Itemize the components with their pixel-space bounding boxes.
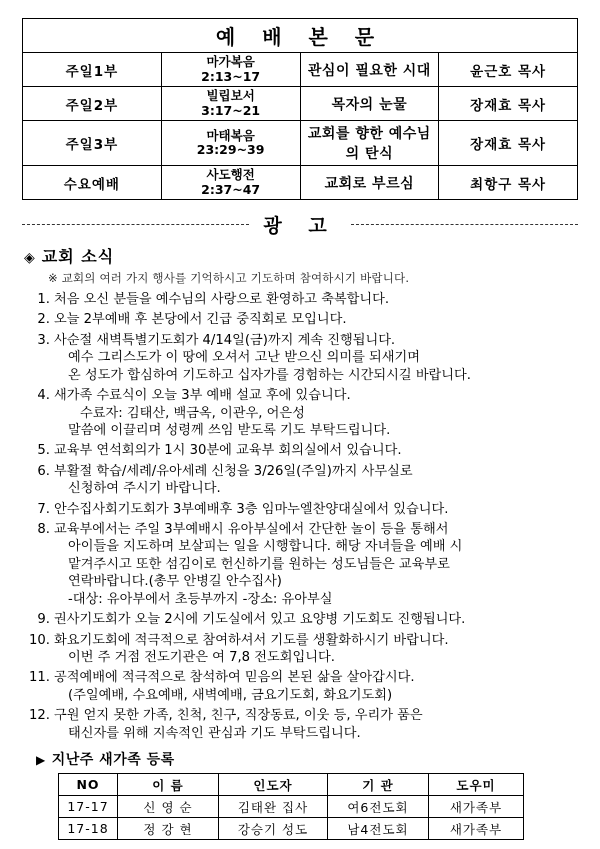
- cell-name: 정 강 현: [118, 818, 219, 840]
- list-item: [28, 501, 578, 518]
- item-line: 오늘 2부예배 후 본당에서 긴급 중직회로 모입니다.: [54, 312, 347, 328]
- service-name: 주일2부: [23, 87, 162, 121]
- item-line: 화요기도회에 적극적으로 참여하셔서 기도를 생활화하시기 바랍니다.: [54, 632, 449, 648]
- item-line: 온 성도가 합심하여 기도하고 십자가를 경험하는 시간되시길 바랍니다.: [68, 367, 471, 383]
- list-item: [28, 707, 578, 742]
- column-header-organization: 기 관: [328, 774, 429, 796]
- item-line: 예수 그리스도가 이 땅에 오셔서 고난 받으신 의미를 되새기며: [68, 350, 421, 366]
- item-line: (주일예배, 수요예배, 새벽예배, 금요기도회, 화요기도회): [68, 687, 393, 703]
- section-title: 교회 소식: [41, 247, 115, 266]
- scripture-reference: [161, 166, 300, 200]
- cell-introducer: 김태완 집사: [219, 796, 328, 818]
- sermon-topic: 교회로 부르심: [300, 166, 439, 200]
- cell-organization: 여6전도회: [328, 796, 429, 818]
- preacher-name: 윤근호 목사: [439, 53, 578, 87]
- worship-title-row: [23, 19, 578, 53]
- item-line: 사순절 새벽특별기도회가 4/14일(금)까지 계속 진행됩니다.: [54, 332, 396, 348]
- list-item: [28, 332, 578, 384]
- cell-no: 17-17: [59, 796, 118, 818]
- item-line: 교육부에서는 주일 3부예배시 유아부실에서 간단한 놀이 등을 통해서: [54, 522, 449, 538]
- list-item: [28, 442, 578, 459]
- item-number: 11.: [29, 670, 50, 686]
- item-line: 맡겨주시고 또한 섬김이로 헌신하기를 원하는 성도님들은 교육부로: [68, 556, 450, 572]
- announcement-list: [22, 291, 578, 742]
- item-number: 6.: [37, 463, 50, 479]
- table-row: [23, 87, 578, 121]
- column-header-no: NO: [59, 774, 118, 796]
- item-line: 연락바랍니다.(총무 안병길 안수집사): [68, 574, 282, 590]
- cell-name: 신 영 순: [118, 796, 219, 818]
- scripture-verses: 3:17~21: [201, 102, 261, 118]
- list-item: [28, 291, 578, 308]
- cell-helper: 새가족부: [429, 818, 524, 840]
- item-line: 권사기도회가 오늘 2시에 기도실에서 있고 요양병 기도회도 진행됩니다.: [54, 612, 466, 628]
- list-item: [28, 311, 578, 328]
- scripture-book: 마태복음: [206, 127, 255, 143]
- item-line: 태신자를 위해 지속적인 관심과 기도 부탁드립니다.: [68, 725, 361, 741]
- table-row: [23, 53, 578, 87]
- cell-organization: 남4전도회: [328, 818, 429, 840]
- item-number: 7.: [37, 501, 50, 517]
- list-item: [28, 611, 578, 628]
- church-news-heading: [24, 244, 578, 267]
- item-line: 안수집사회기도회가 3부예배후 3층 임마누엘찬양대실에서 있습니다.: [54, 501, 449, 517]
- divider-line-left: [22, 224, 249, 225]
- item-number: 1.: [37, 292, 50, 307]
- scripture-book: 사도행전: [206, 167, 255, 183]
- worship-table: [22, 18, 578, 200]
- scripture-verses: 2:13~17: [201, 68, 261, 84]
- item-number: 4.: [37, 388, 50, 404]
- sermon-topic: 교회를 향한 예수님의 탄식: [300, 121, 439, 166]
- preacher-name: 최항구 목사: [439, 166, 578, 200]
- scripture-verses: 23:29~39: [196, 142, 265, 157]
- item-line: 부활절 학습/세례/유아세례 신청을 3/26일(주일)까지 사무실로: [54, 463, 413, 479]
- sermon-topic: 목자의 눈물: [300, 87, 439, 121]
- new-family-heading: [36, 749, 578, 769]
- item-number: 10.: [29, 632, 50, 648]
- table-row: [59, 796, 524, 818]
- cell-helper: 새가족부: [429, 796, 524, 818]
- item-number: 8.: [37, 522, 50, 538]
- scripture-reference: [161, 87, 300, 121]
- item-line: 말씀에 이끌리며 성령께 쓰임 받도록 기도 부탁드립니다.: [68, 422, 391, 438]
- preacher-name: 장재효 목사: [439, 87, 578, 121]
- scripture-book: 빌립보서: [206, 88, 255, 104]
- item-line: 교육부 연석회의가 1시 30분에 교육부 회의실에서 있습니다.: [54, 443, 402, 459]
- divider-line-right: [351, 224, 578, 225]
- item-number: 2.: [37, 312, 50, 328]
- preacher-name: 장재효 목사: [439, 121, 578, 166]
- item-number: 3.: [37, 332, 50, 348]
- column-header-introducer: 인도자: [219, 774, 328, 796]
- service-name: 주일3부: [23, 121, 162, 166]
- list-item: [28, 521, 578, 608]
- worship-title: 예 배 본 문: [23, 19, 578, 53]
- table-row: [23, 166, 578, 200]
- list-item: [28, 463, 578, 498]
- divider-label: 광 고: [263, 215, 337, 237]
- column-header-helper: 도우미: [429, 774, 524, 796]
- item-line: 이번 주 거점 전도기관은 여 7,8 전도회입니다.: [68, 650, 335, 666]
- item-number: 5.: [37, 443, 50, 459]
- item-line: 수료자: 김태산, 백금옥, 이관우, 어은성: [80, 405, 305, 421]
- column-header-name: 이 름: [118, 774, 219, 796]
- list-item: [28, 387, 578, 439]
- cell-no: 17-18: [59, 818, 118, 840]
- table-row: [59, 818, 524, 840]
- list-item: [28, 632, 578, 667]
- cell-introducer: 강승기 성도: [219, 818, 328, 840]
- announcement-divider: [22, 211, 578, 238]
- sermon-topic: 관심이 필요한 시대: [300, 53, 439, 87]
- triangle-right-icon: ▶: [36, 753, 46, 768]
- service-name: 주일1부: [23, 53, 162, 87]
- item-line: 아이들을 지도하며 보살피는 일을 시행합니다. 해당 자녀들을 예배 시: [68, 539, 463, 555]
- item-line: 신청하여 주시기 바랍니다.: [68, 481, 221, 497]
- scripture-verses: 2:37~47: [201, 181, 261, 197]
- announcement-note: ※ 교회의 여러 가지 행사를 기억하시고 기도하며 참여하시기 바랍니다.: [48, 271, 410, 285]
- item-line: 구원 얻지 못한 가족, 친척, 친구, 직장동료, 이웃 등, 우리가 품은: [54, 708, 423, 724]
- item-line: 처음 오신 분들을 예수님의 사랑으로 환영하고 축복합니다.: [54, 292, 390, 307]
- service-name: 수요예배: [23, 166, 162, 200]
- item-line: 공적예배에 적극적으로 참석하여 믿음의 본된 삶을 살아갑시다.: [54, 670, 415, 686]
- list-item: [28, 669, 578, 704]
- table-header-row: [59, 774, 524, 796]
- scripture-book: 마가복음: [206, 54, 255, 70]
- item-number: 9.: [37, 612, 50, 628]
- item-number: 12.: [29, 708, 50, 724]
- new-family-title: 지난주 새가족 등록: [51, 752, 175, 769]
- item-line: -대상: 유아부에서 초등부까지 -장소: 유아부실: [68, 591, 333, 607]
- item-line: 새가족 수료식이 오늘 3부 예배 설교 후에 있습니다.: [54, 388, 351, 404]
- diamond-icon: ◈: [24, 250, 36, 266]
- scripture-reference: [161, 53, 300, 87]
- table-row: [23, 121, 578, 166]
- scripture-reference: [161, 121, 300, 166]
- new-family-table: [58, 773, 524, 840]
